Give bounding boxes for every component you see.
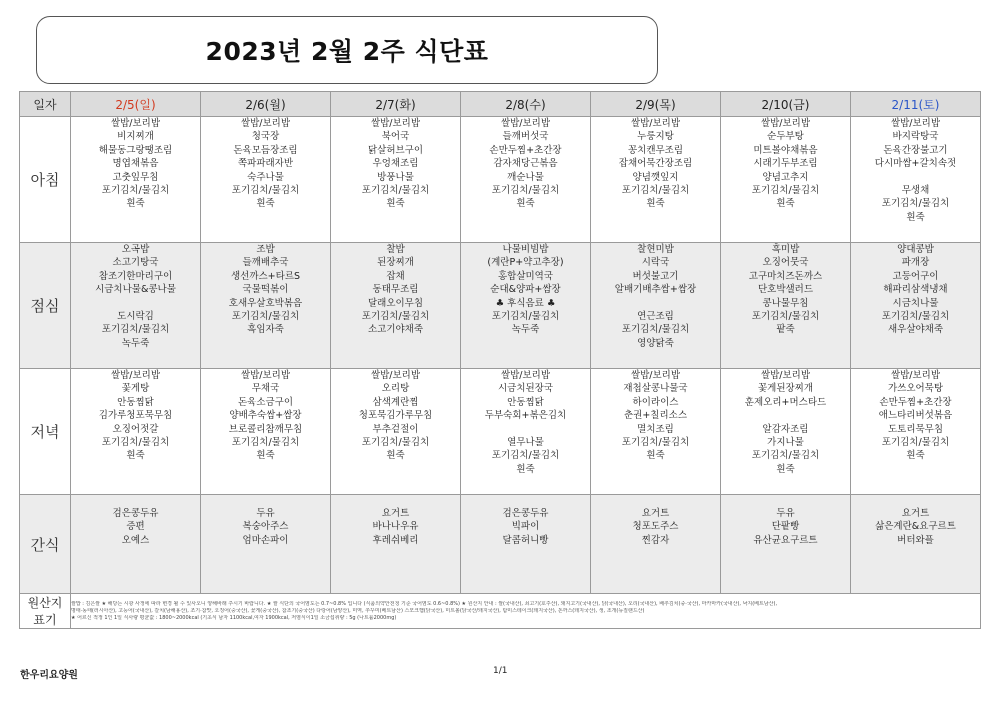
menu-item: 훈제오리+머스타드 (744, 396, 827, 408)
menu-item: 단팥빵 (771, 521, 800, 533)
menu-item: 꽁치캔무조림 (627, 144, 684, 156)
menu-cell (461, 117, 591, 243)
origin-line: 명태·동태(러시아산), 고등어(국내산), 갈치(남해용산), 조기·참맛, 오징어(중국산), 꽃게(중국산), 참조기(중국산) 다랑어(남양산), 미역, 쭈꾸미(베트남산) 스모크햄(닭국산), 미트볼(닭국산/돼지국산), 탐미스테이크(돼지국산), 돈까스(돼지국산), 생, 조개(뉴질랜드산) (71, 607, 645, 614)
day-header-mon: 2/6(월) (201, 92, 331, 117)
menu-item: 후레쉬베리 (372, 534, 419, 546)
menu-item: 두유 (776, 508, 795, 519)
day-header-tue: 2/7(화) (331, 92, 461, 117)
menu-item: 포기김치/물김치 (751, 185, 820, 197)
menu-item: 쌀밥/보리밥 (890, 118, 941, 129)
menu-item: 도토리묵무침 (887, 423, 944, 435)
menu-item: 흰죽 (256, 450, 275, 462)
menu-item: 단호박샐러드 (757, 284, 814, 296)
menu-item: 쌀밥/보리밥 (240, 118, 291, 129)
menu-item: 쌀밥/보리밥 (760, 118, 811, 129)
menu-item: 잡채 (386, 270, 405, 282)
menu-item: 찰밥 (386, 244, 405, 255)
menu-item: 쌀밥/보리밥 (110, 370, 161, 381)
menu-item: 복숭아주스 (242, 521, 289, 533)
menu-cell (851, 369, 981, 495)
menu-item: 포기김치/물김치 (231, 185, 300, 197)
menu-item: 흰죽 (776, 198, 795, 210)
menu-item: 흰죽 (776, 463, 795, 475)
menu-item: 흰죽 (646, 450, 665, 462)
menu-item: 돈육모듬장조림 (233, 144, 298, 156)
menu-item: 검은콩두유 (112, 508, 159, 519)
menu-item: 요거트 (641, 508, 670, 519)
menu-item: 방풍나물 (377, 171, 414, 183)
menu-table (19, 91, 981, 629)
menu-item: ♣ 후식음료 ♣ (495, 297, 556, 309)
menu-item: 시래기두부조림 (753, 158, 818, 170)
origin-row (20, 594, 981, 629)
menu-item (461, 423, 590, 436)
menu-item: 달래오이무침 (367, 297, 424, 309)
menu-item: 포기김치/물김치 (881, 437, 950, 449)
menu-item: 열무나물 (507, 437, 544, 449)
menu-item: 손만두찜+초간장 (879, 396, 952, 408)
menu-item: 청포묵김가루무침 (358, 410, 433, 422)
dinner-label: 저녁 (20, 369, 71, 495)
menu-item: 영양닭죽 (637, 337, 674, 349)
menu-item: 쌀밥/보리밥 (760, 370, 811, 381)
menu-item: 찐감자 (641, 534, 670, 546)
menu-item: 김가루청포묵무침 (98, 410, 173, 422)
menu-item: 팥죽 (776, 324, 795, 336)
menu-item: 포기김치/물김치 (361, 311, 430, 323)
menu-item: 빅파이 (511, 521, 540, 533)
menu-cell (461, 369, 591, 495)
menu-item: 포기김치/물김치 (491, 450, 560, 462)
menu-item: 흰죽 (386, 450, 405, 462)
menu-cell (591, 495, 721, 594)
menu-item: 국물떡볶이 (242, 284, 289, 296)
menu-cell (71, 495, 201, 594)
menu-item: 고구마치즈돈까스 (748, 270, 823, 282)
menu-item: 요거트 (381, 508, 410, 519)
menu-item: 시금치나물&콩나물 (95, 284, 176, 296)
menu-item: 녹두죽 (511, 324, 540, 336)
page-number: 1/1 (493, 666, 508, 676)
menu-cell (201, 369, 331, 495)
menu-item: 양대콩밥 (897, 244, 934, 255)
menu-cell (721, 117, 851, 243)
menu-item: 재첩살콩나물국 (623, 383, 688, 395)
menu-item: 양념깻잎지 (632, 171, 679, 183)
menu-item: 쌀밥/보리밥 (890, 370, 941, 381)
title-box (36, 16, 658, 84)
menu-item: 흰죽 (516, 463, 535, 475)
lunch-row (20, 243, 981, 369)
menu-item: 시금치나물 (892, 297, 939, 309)
menu-item: 포기김치/물김치 (231, 437, 300, 449)
menu-item: 흰죽 (126, 198, 145, 210)
menu-item: 포기김치/물김치 (231, 311, 300, 323)
menu-item: 오징어젓갈 (112, 423, 159, 435)
menu-item: 쌀밥/보리밥 (370, 370, 421, 381)
menu-item: 엄마손파이 (242, 534, 289, 546)
menu-item: 애느타리버섯볶음 (878, 410, 953, 422)
menu-cell (721, 369, 851, 495)
menu-item: 쌀밥/보리밥 (500, 118, 551, 129)
menu-item: 바나나우유 (372, 521, 419, 533)
menu-item: 시금치된장국 (497, 383, 554, 395)
menu-item: 포기김치/물김치 (361, 185, 430, 197)
menu-item: 잡채어묵간장조림 (618, 158, 693, 170)
menu-item: 바지락탕국 (892, 131, 939, 143)
menu-cell (591, 243, 721, 369)
menu-item: 오곡밥 (121, 244, 150, 255)
menu-item: 흑미밥 (771, 244, 800, 255)
menu-item (591, 297, 720, 310)
day-header-sun: 2/5(일) (71, 92, 201, 117)
menu-cell (331, 369, 461, 495)
menu-item: 흰죽 (516, 198, 535, 210)
menu-cell (331, 495, 461, 594)
menu-item: 춘권+칠리소스 (623, 410, 688, 422)
menu-item: 두부숙회+볶은김치 (484, 410, 567, 422)
menu-item: 참조기한마리구이 (98, 270, 173, 282)
menu-cell (331, 243, 461, 369)
menu-item: 북어국 (381, 131, 410, 143)
menu-item: 오징어뭇국 (762, 257, 809, 269)
lunch-label: 점심 (20, 243, 71, 369)
menu-item: 오리탕 (381, 383, 410, 395)
menu-item: 된장찌개 (377, 257, 414, 269)
menu-item: 돈육소금구이 (237, 396, 294, 408)
menu-item: 도시락김 (117, 311, 154, 323)
menu-item: 요거트 (901, 508, 930, 519)
menu-item: 녹두죽 (121, 337, 150, 349)
menu-item: 콩나물무침 (762, 297, 809, 309)
menu-item: 청포도주스 (632, 521, 679, 533)
menu-item: 흰죽 (126, 450, 145, 462)
menu-item: 돈육간장불고기 (883, 144, 948, 156)
menu-item: 쌀밥/보리밥 (630, 370, 681, 381)
menu-item: 흰죽 (906, 211, 925, 223)
origin-label: 원산지 표기 (20, 594, 71, 629)
menu-item: 쌀밥/보리밥 (370, 118, 421, 129)
menu-item: 들깨버섯국 (502, 131, 549, 143)
menu-cell (201, 495, 331, 594)
menu-item: 쌀밥/보리밥 (240, 370, 291, 381)
menu-item: 멸치조림 (637, 423, 674, 435)
menu-item: 포기김치/물김치 (881, 311, 950, 323)
menu-item: 양배추숙쌈+쌈장 (229, 410, 302, 422)
menu-item: 흑임자죽 (247, 324, 284, 336)
menu-item: 들깨배추국 (242, 257, 289, 269)
menu-item: 홍합살미역국 (497, 270, 554, 282)
menu-item: 나물비빔밥 (502, 244, 549, 255)
breakfast-label: 아침 (20, 117, 71, 243)
origin-line: 쌀밥 : 김은쌀 ★ 해당는 시광 사정에 따라 변경 될 수 있사오니 양해바래 주시기 바랍니다. ★ 쌀 식단의 국어염도는 0.7~0.8% 입니다 (식품의약안전청 기준 국어염도 0.6~0.8%) ★ 원산지 안내 : 쌀(국내산), 쇠고기(호주산), 돼지고기(국내산), 닭(국내산), 오리(국내산), 배추김치(중·국산), 마카마카(국내산), 낙지(베트남산), (71, 600, 778, 607)
menu-cell (851, 117, 981, 243)
menu-item (721, 409, 850, 422)
menu-item: 흰죽 (906, 450, 925, 462)
menu-item: 버섯불고기 (632, 270, 679, 282)
menu-item: 흰죽 (386, 198, 405, 210)
menu-item: 미트볼야채볶음 (753, 144, 818, 156)
menu-item: 하이라이스 (632, 396, 679, 408)
menu-item: 우엉채조림 (372, 158, 419, 170)
menu-item: 브로콜리참깨무침 (228, 423, 303, 435)
menu-item: 포기김치/물김치 (621, 185, 690, 197)
menu-item: 검은콩두유 (502, 508, 549, 519)
menu-item: 동태무조림 (372, 284, 419, 296)
menu-item: 고춧잎무침 (112, 171, 159, 183)
day-header-wed: 2/8(수) (461, 92, 591, 117)
menu-item: 유산균요구르트 (753, 534, 818, 546)
menu-item: 새우살야채죽 (887, 324, 944, 336)
menu-item: 소고기야채죽 (367, 324, 424, 336)
menu-item: 시락국 (641, 257, 670, 269)
menu-item: 흰죽 (256, 198, 275, 210)
menu-item: 누룽지탕 (637, 131, 674, 143)
menu-item: 순두부탕 (767, 131, 804, 143)
menu-cell (201, 243, 331, 369)
menu-item: 포기김치/물김치 (361, 437, 430, 449)
menu-item: 삶은계란&요구르트 (875, 521, 956, 533)
menu-item: 가지나물 (767, 437, 804, 449)
menu-item: 찰현미밥 (637, 244, 674, 255)
menu-item: (계란P+약고추장) (487, 257, 564, 269)
menu-item: 꽃게된장찌개 (757, 383, 814, 395)
menu-cell (71, 369, 201, 495)
menu-item: 증편 (126, 521, 145, 533)
institution-name: 한우리요양원 (20, 670, 78, 681)
menu-item: 양념고추지 (762, 171, 809, 183)
menu-item: 안동찜닭 (507, 396, 544, 408)
menu-item: 두유 (256, 508, 275, 519)
breakfast-row (20, 117, 981, 243)
menu-cell (721, 243, 851, 369)
snack-row (20, 495, 981, 594)
menu-item: 포기김치/물김치 (621, 437, 690, 449)
menu-item: 소고기탕국 (112, 257, 159, 269)
menu-cell (851, 243, 981, 369)
menu-item: 알감자조림 (762, 423, 809, 435)
menu-item (851, 171, 980, 184)
page-title: 2023년 2월 2주 식단표 (205, 37, 489, 66)
menu-item: 손만두찜+초간장 (489, 144, 562, 156)
menu-item: 쌀밥/보리밥 (630, 118, 681, 129)
header-row (20, 92, 981, 117)
menu-cell (461, 243, 591, 369)
menu-cell (461, 495, 591, 594)
menu-cell (71, 117, 201, 243)
menu-cell (331, 117, 461, 243)
menu-item: 삼색계란찜 (372, 396, 419, 408)
menu-item: 해물동그랑땡조림 (98, 144, 173, 156)
menu-item: 생선까스+타르S (230, 270, 301, 282)
menu-item: 오예스 (121, 534, 150, 546)
menu-item: 감자채당근볶음 (493, 158, 558, 170)
menu-item: 포기김치/물김치 (751, 311, 820, 323)
menu-item: 쌀밥/보리밥 (500, 370, 551, 381)
menu-item: 쌀밥/보리밥 (110, 118, 161, 129)
menu-item (71, 297, 200, 310)
menu-item: 포기김치/물김치 (101, 185, 170, 197)
menu-cell (201, 117, 331, 243)
menu-item: 호새우살호박볶음 (228, 297, 303, 309)
origin-text (71, 594, 981, 629)
menu-item: 깨순나물 (507, 171, 544, 183)
menu-item: 가쓰오어묵탕 (887, 383, 944, 395)
menu-item: 알배기배추쌈+쌈장 (614, 284, 697, 296)
menu-item: 비지찌개 (117, 131, 154, 143)
menu-item: 해파리삼색냉채 (883, 284, 948, 296)
menu-cell (591, 369, 721, 495)
menu-item: 포기김치/물김치 (101, 437, 170, 449)
menu-cell (591, 117, 721, 243)
menu-item: 포기김치/물김치 (621, 324, 690, 336)
day-header-fri: 2/10(금) (721, 92, 851, 117)
menu-item: 포기김치/물김치 (881, 198, 950, 210)
header-label: 일자 (20, 92, 71, 117)
menu-item: 고등어구이 (892, 270, 939, 282)
menu-item: 쪽파파래자반 (237, 158, 294, 170)
menu-item: 청국장 (251, 131, 280, 143)
menu-item: 달콤허니빵 (502, 534, 549, 546)
menu-item: 조밥 (256, 244, 275, 255)
menu-item: 파개장 (901, 257, 930, 269)
menu-cell (851, 495, 981, 594)
menu-item: 포기김치/물김치 (101, 324, 170, 336)
dinner-row (20, 369, 981, 495)
menu-item: 버터와플 (897, 534, 934, 546)
menu-item: 포기김치/물김치 (491, 185, 560, 197)
menu-item: 순대&양파+쌈장 (490, 284, 561, 296)
menu-item: 연근조림 (637, 311, 674, 323)
menu-cell (721, 495, 851, 594)
origin-line: ★ 어르신 적정 1인 1일 식사량 평균값 : 1800~2000kcal (기초식 남자 1100kcal,여자 1900kcal, 저염식이1일 소금섭취량 : 5g (나트륨2000mg) (71, 614, 397, 621)
menu-cell (71, 243, 201, 369)
menu-item: 다시마쌈+갈치속젓 (874, 158, 957, 170)
menu-item: 무생채 (901, 185, 930, 197)
menu-item: 숙주나물 (247, 171, 284, 183)
menu-item: 부추겉절이 (372, 423, 419, 435)
menu-item: 꽃게탕 (121, 383, 150, 395)
menu-item: 무채국 (251, 383, 280, 395)
day-header-sat: 2/11(토) (851, 92, 981, 117)
menu-item: 명엽채볶음 (112, 158, 159, 170)
menu-item: 흰죽 (646, 198, 665, 210)
snack-label: 간식 (20, 495, 71, 594)
menu-item: 포기김치/물김치 (491, 311, 560, 323)
menu-item: 닭살허브구이 (367, 144, 424, 156)
menu-item: 안동찜닭 (117, 396, 154, 408)
day-header-thu: 2/9(목) (591, 92, 721, 117)
menu-item: 포기김치/물김치 (751, 450, 820, 462)
